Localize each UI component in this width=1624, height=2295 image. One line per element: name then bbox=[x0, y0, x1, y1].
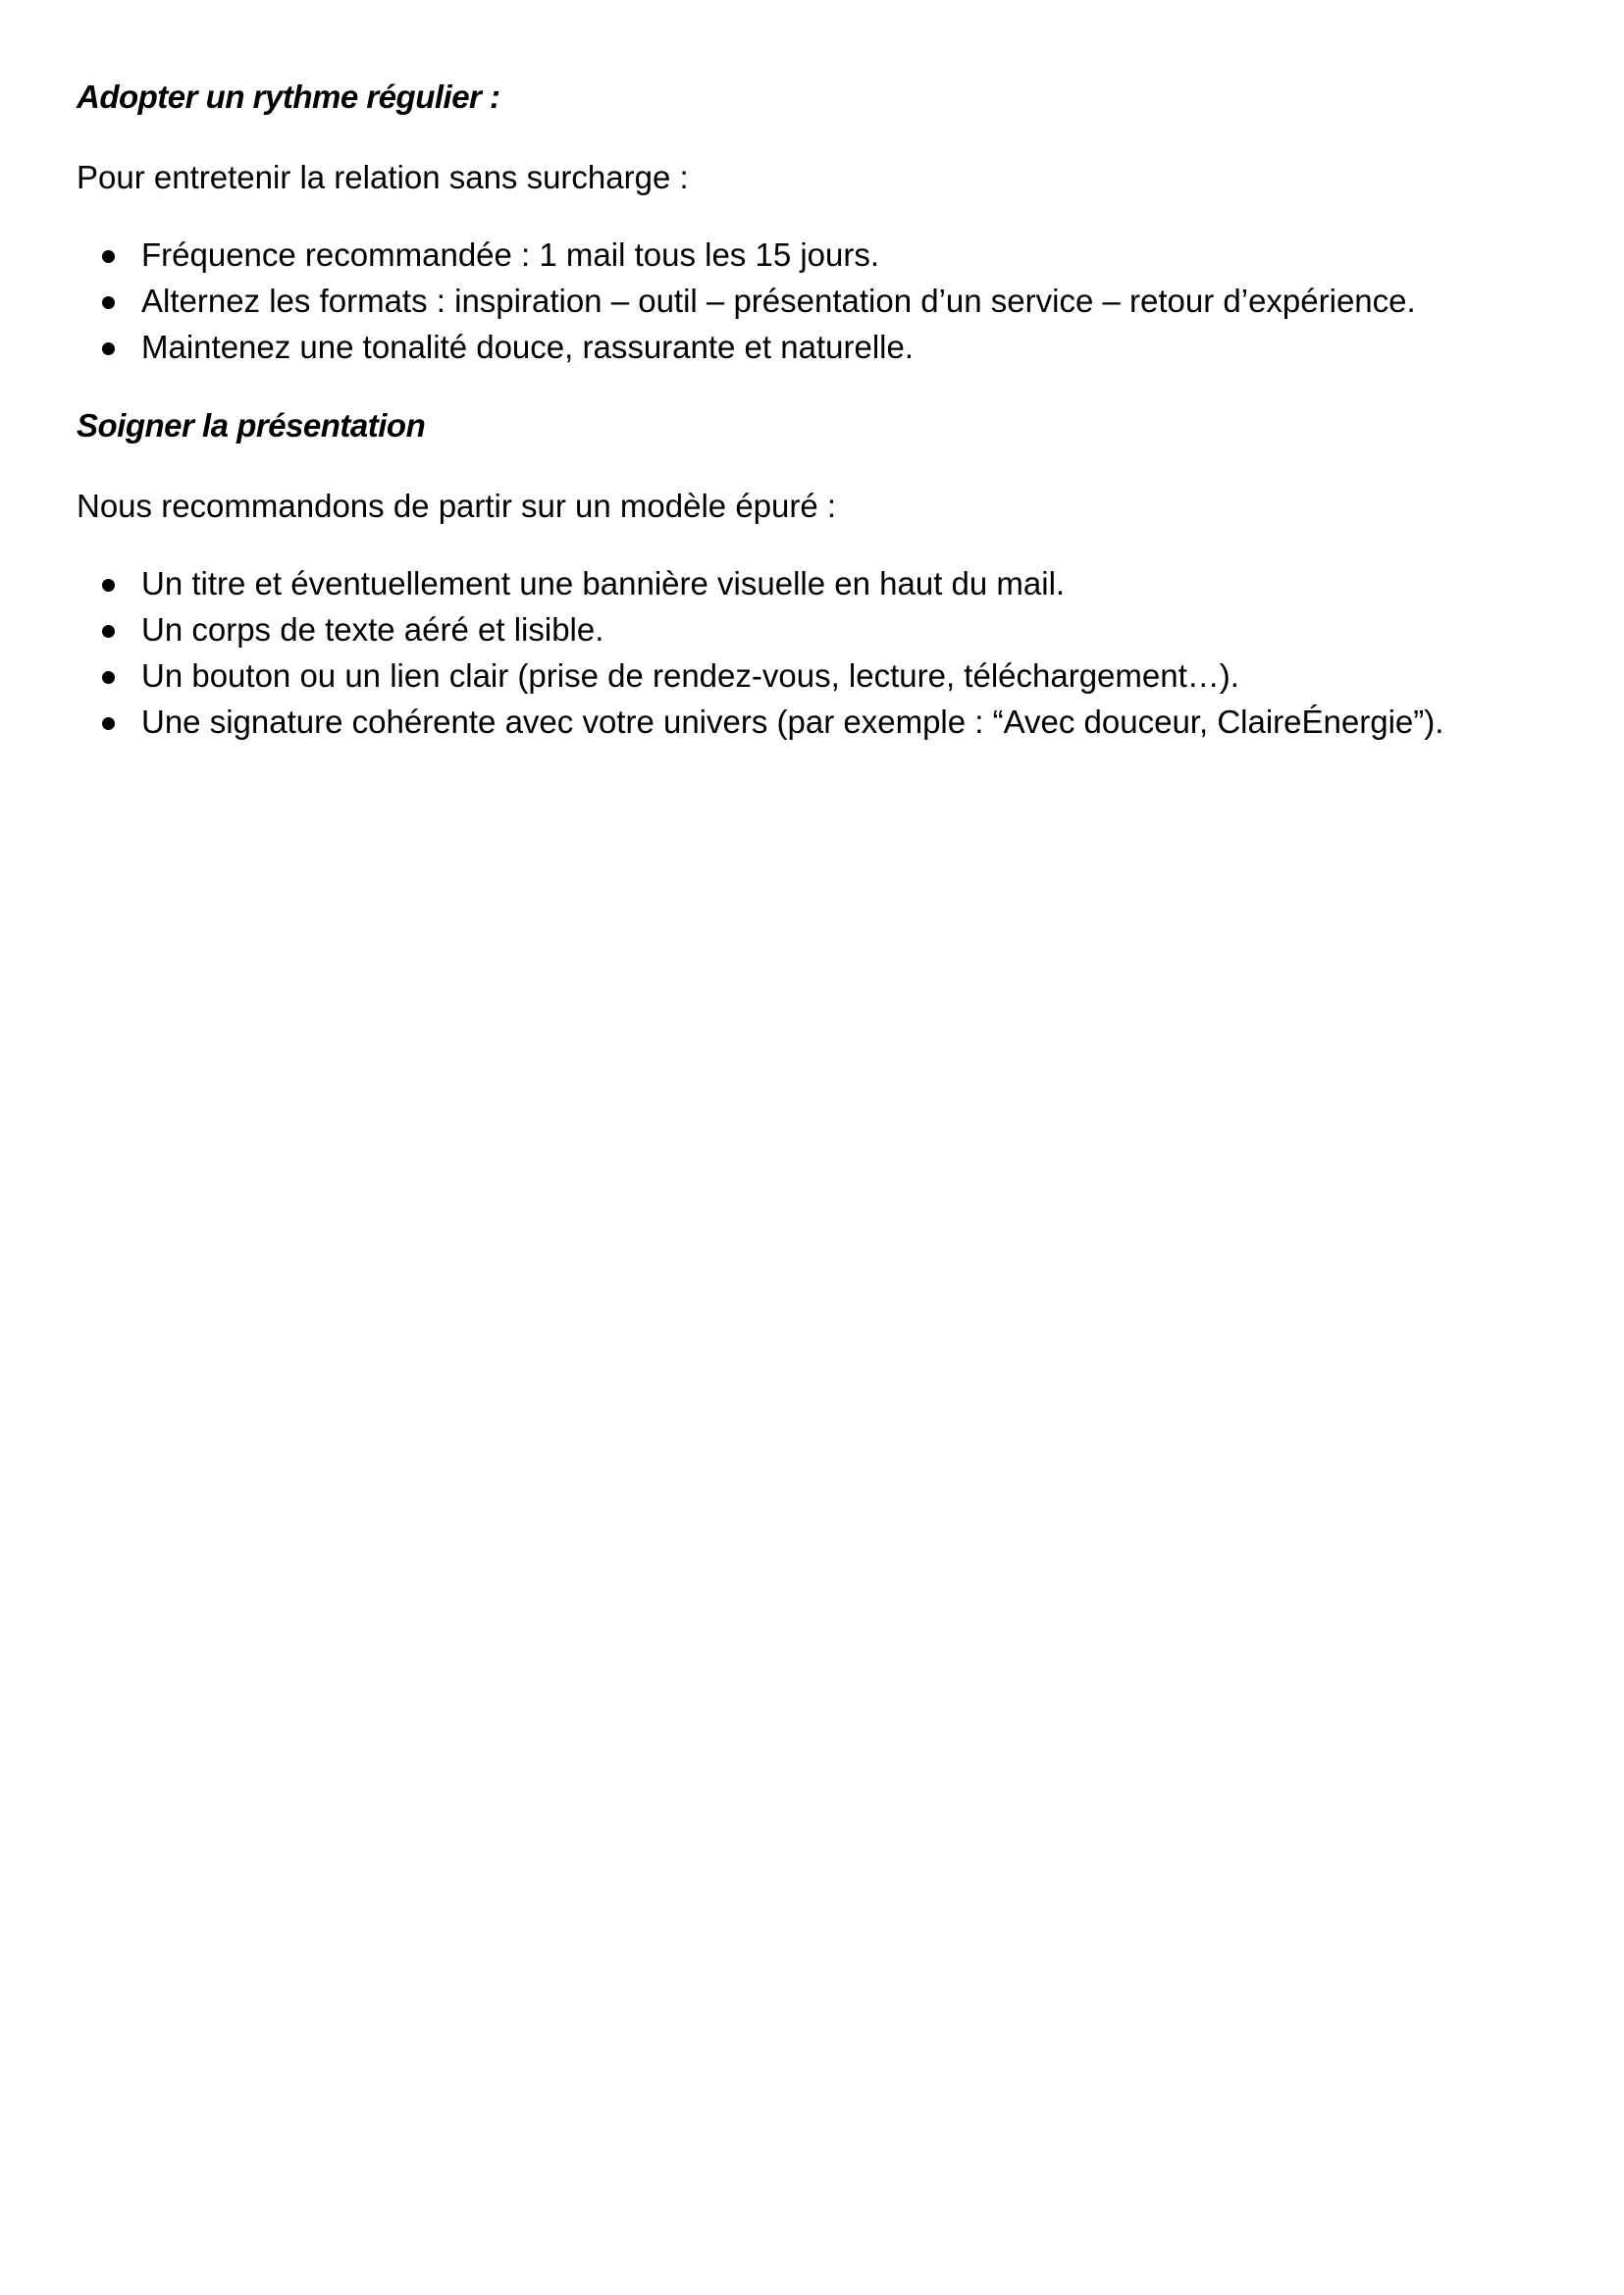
bullet-icon bbox=[102, 625, 115, 638]
bullet-list bbox=[77, 560, 1548, 745]
list-item-text: Maintenez une tonalité douce, rassurante et naturelle. bbox=[141, 329, 915, 365]
list-item bbox=[77, 560, 1548, 606]
bullet-icon bbox=[102, 579, 115, 592]
list-item bbox=[77, 232, 1548, 278]
bullet-icon bbox=[102, 671, 115, 684]
section-intro: Nous recommandons de partir sur un modèle épuré : bbox=[77, 488, 837, 524]
document-content bbox=[77, 69, 1548, 745]
list-item bbox=[77, 278, 1548, 324]
section-rythme bbox=[77, 69, 1548, 370]
section-heading: Adopter un rythme régulier : bbox=[77, 78, 500, 115]
list-item-text: Alternez les formats : inspiration – outil – présentation d’un service – retour d’expérience. bbox=[141, 283, 1416, 319]
section-heading: Soigner la présentation bbox=[77, 407, 426, 443]
list-item-text: Un titre et éventuellement une bannière visuelle en haut du mail. bbox=[141, 565, 1066, 601]
list-item bbox=[77, 324, 1548, 370]
section-intro: Pour entretenir la relation sans surcharge : bbox=[77, 159, 689, 195]
bullet-icon bbox=[102, 342, 115, 355]
list-item bbox=[77, 606, 1548, 652]
bullet-list bbox=[77, 232, 1548, 370]
list-item bbox=[77, 652, 1548, 699]
section-presentation bbox=[77, 397, 1548, 745]
list-item-text: Un corps de texte aéré et lisible. bbox=[141, 611, 604, 648]
bullet-icon bbox=[102, 296, 115, 309]
list-item bbox=[77, 699, 1548, 745]
list-item-text: Fréquence recommandée : 1 mail tous les 15 jours. bbox=[141, 236, 880, 273]
list-item-text: Une signature cohérente avec votre univers (par exemple : “Avec douceur, ClaireÉnergie”). bbox=[141, 704, 1444, 740]
bullet-icon bbox=[102, 250, 115, 263]
bullet-icon bbox=[102, 717, 115, 730]
list-item-text: Un bouton ou un lien clair (prise de rendez-vous, lecture, téléchargement…). bbox=[141, 657, 1239, 694]
